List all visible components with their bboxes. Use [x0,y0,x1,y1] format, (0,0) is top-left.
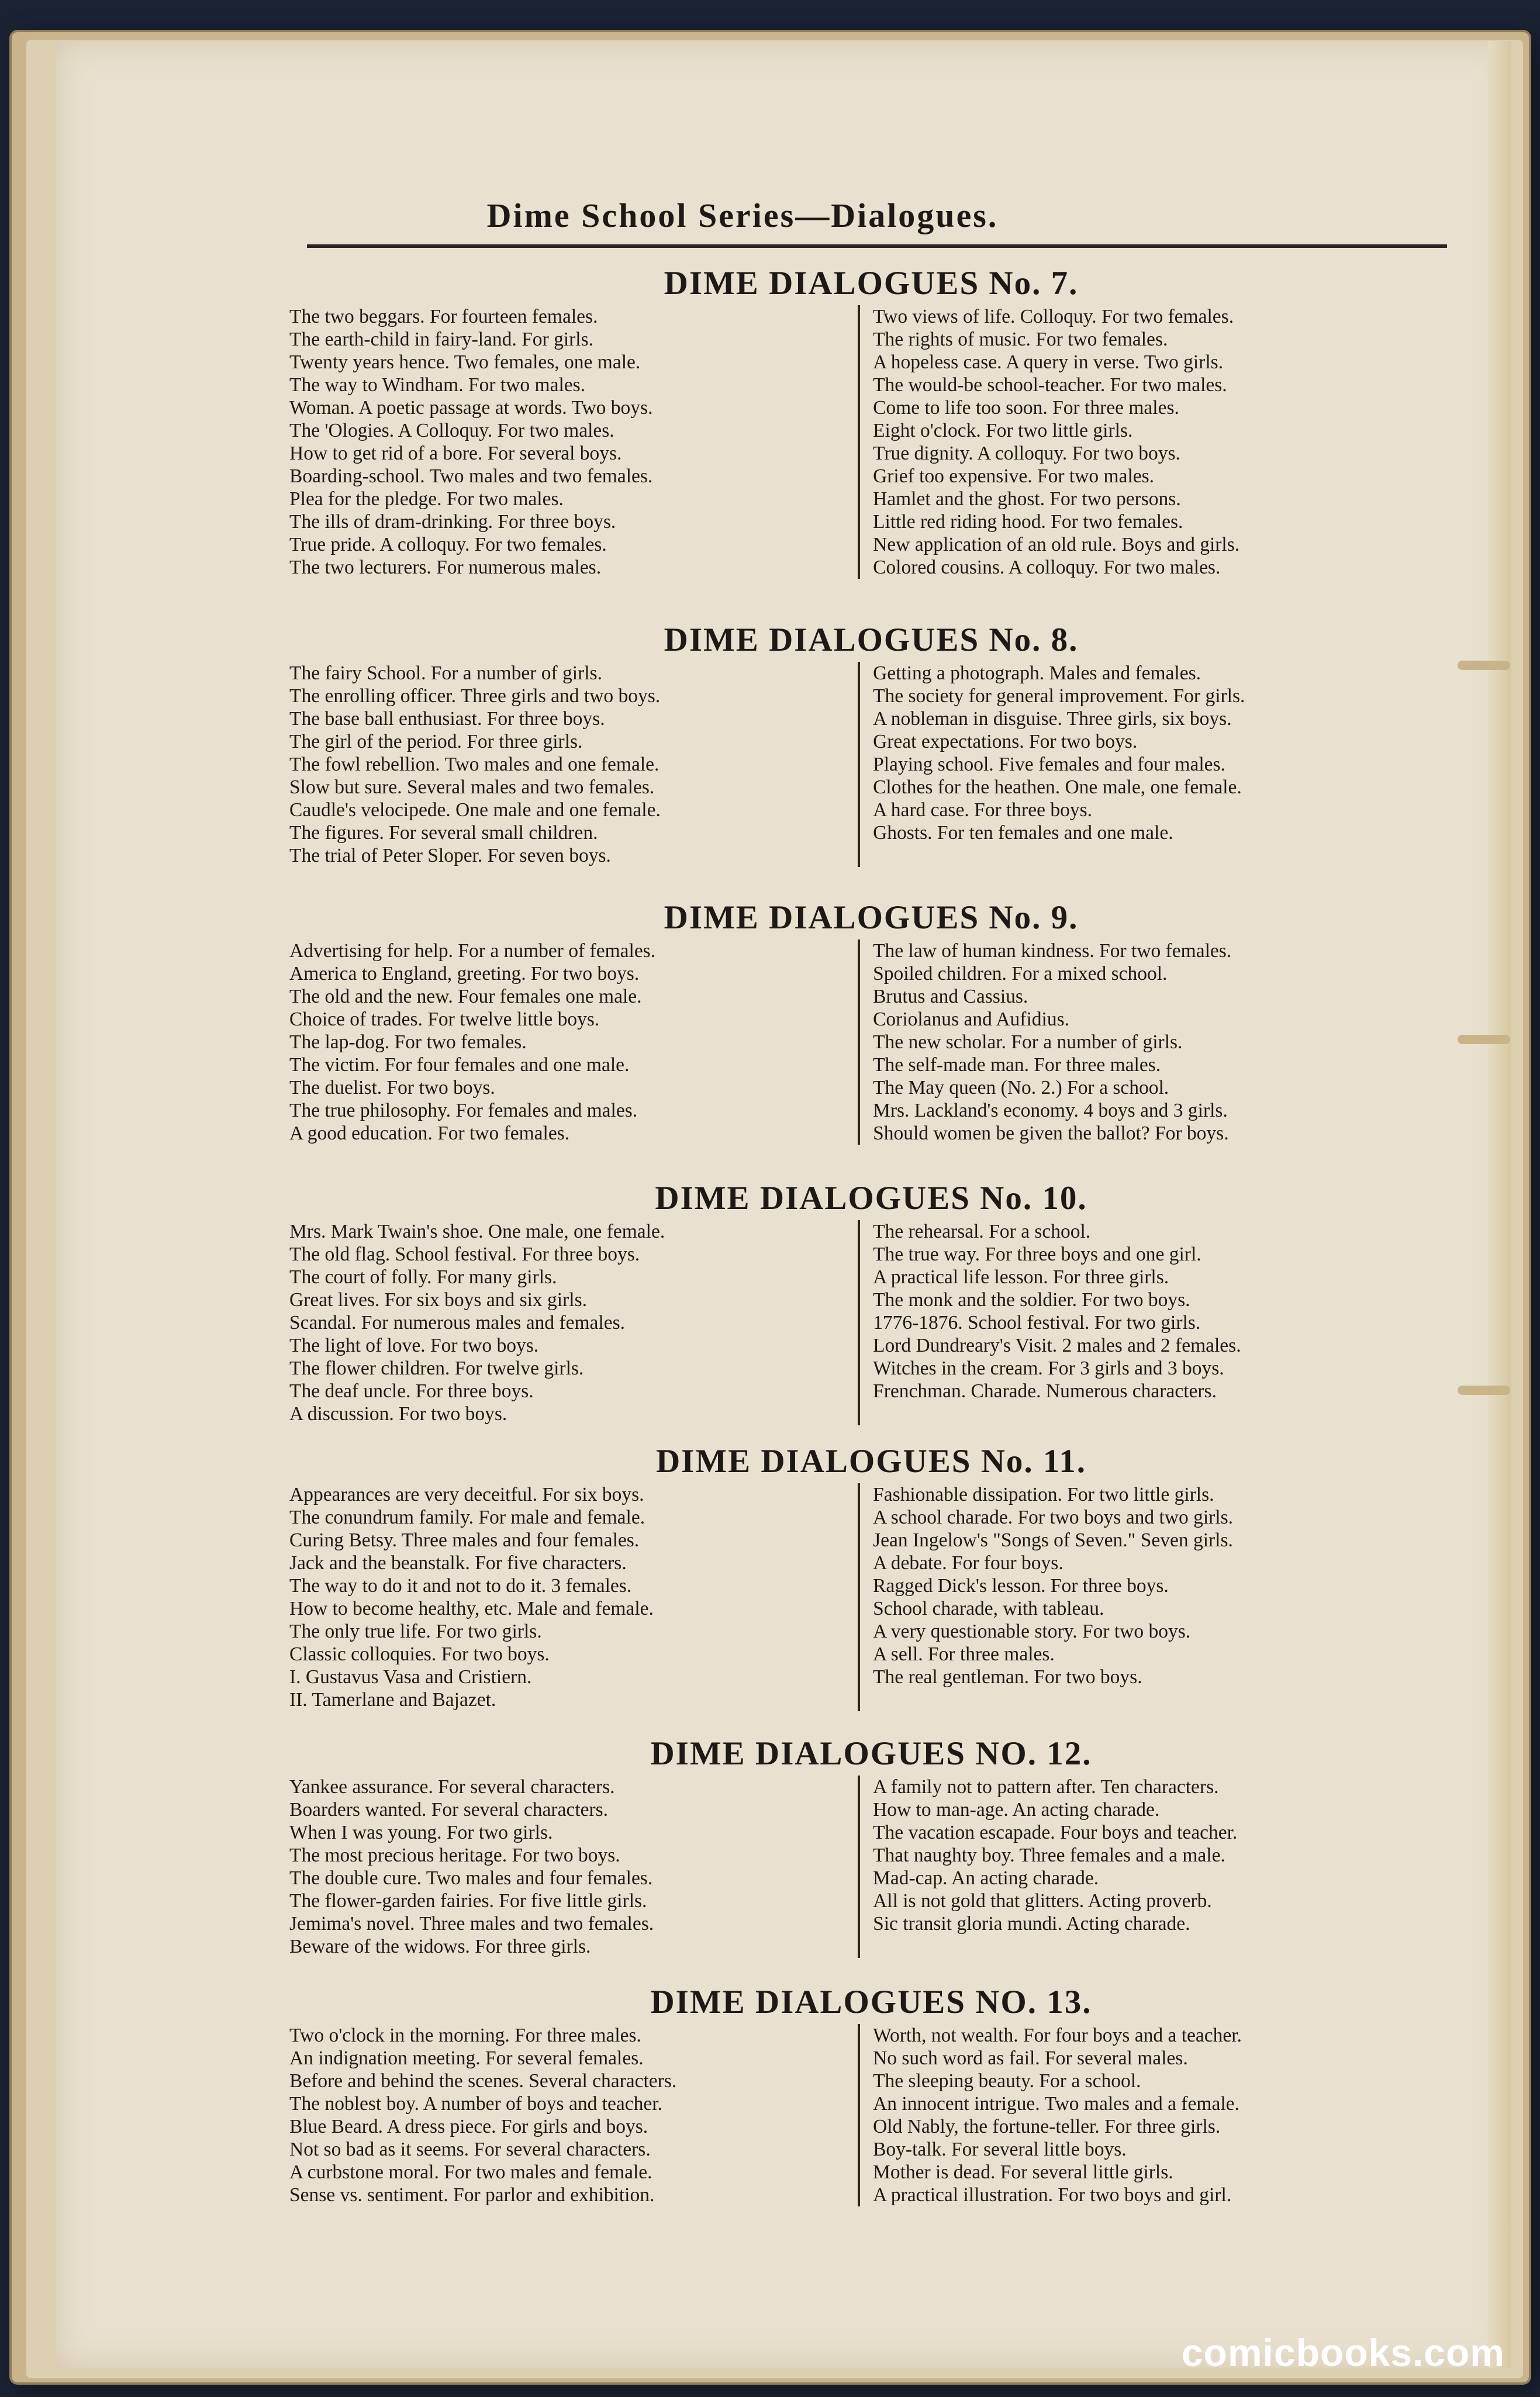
dialogue-entry: The fowl rebellion. Two males and one female. [289,754,659,775]
dialogue-entry: The court of folly. For many girls. [289,1266,557,1288]
dialogue-section [289,1178,1453,1425]
right-column [858,940,1453,1145]
dialogue-entry: Boarders wanted. For several characters. [289,1799,609,1821]
dialogue-entry: Mrs. Mark Twain's shoe. One male, one female. [289,1221,665,1242]
section-columns [289,1776,1453,1958]
dialogue-entry: Appearances are very deceitful. For six boys. [289,1484,644,1505]
dialogue-entry: The would-be school-teacher. For two males. [873,374,1227,396]
dialogue-entry: The enrolling officer. Three girls and two boys. [289,685,661,707]
dialogue-entry: Jean Ingelow's "Songs of Seven." Seven girls. [873,1529,1233,1551]
left-column [289,2024,858,2206]
right-column [858,662,1453,867]
dialogue-entry: Two o'clock in the morning. For three males. [289,2025,641,2046]
dialogue-entry: The monk and the soldier. For two boys. [873,1289,1190,1311]
dialogue-entry: Colored cousins. A colloquy. For two males. [873,557,1221,578]
dialogue-entry: A school charade. For two boys and two girls. [873,1507,1234,1528]
dialogue-entry: Spoiled children. For a mixed school. [873,963,1168,985]
dialogue-entry: The way to do it and not to do it. 3 females. [289,1575,632,1597]
dialogue-entry: A sell. For three males. [873,1643,1055,1665]
dialogue-entry: Advertising for help. For a number of females. [289,940,656,962]
dialogue-entry: The only true life. For two girls. [289,1621,542,1642]
dialogue-entry: Not so bad as it seems. For several characters. [289,2139,651,2160]
section-columns [289,1220,1453,1425]
left-column [289,1483,858,1711]
dialogue-entry: How to get rid of a bore. For several boys. [289,443,622,464]
right-column [858,2024,1453,2206]
dialogue-entry: Plea for the pledge. For two males. [289,488,564,510]
watermark: comicbooks.com [1181,2331,1505,2374]
dialogue-entry: Jack and the beanstalk. For five characters. [289,1552,627,1574]
dialogue-entry: That naughty boy. Three females and a male. [873,1845,1225,1866]
binding-edge [1488,41,1511,2368]
dialogue-entry: The 'Ologies. A Colloquy. For two males. [289,420,614,441]
dialogue-entry: The way to Windham. For two males. [289,374,586,396]
left-column [289,662,858,867]
dialogue-entry: A curbstone moral. For two males and female. [289,2161,652,2183]
dialogue-entry: Beware of the widows. For three girls. [289,1936,591,1957]
dialogue-entry: The law of human kindness. For two females. [873,940,1232,962]
dialogue-entry: The most precious heritage. For two boys. [289,1845,620,1866]
running-head: Dime School Series—Dialogues. [486,196,999,234]
dialogue-entry: A very questionable story. For two boys. [873,1621,1191,1642]
dialogue-entry: The trial of Peter Sloper. For seven boys. [289,845,611,866]
right-column [858,1483,1453,1711]
dialogue-entry: How to man-age. An acting charade. [873,1799,1160,1821]
dialogue-entry: The duelist. For two boys. [289,1077,495,1099]
dialogue-entry: Getting a photograph. Males and females. [873,662,1201,684]
dialogue-entry: The girl of the period. For three girls. [289,731,583,752]
dialogue-entry: A discussion. For two boys. [289,1403,507,1425]
dialogue-entry: School charade, with tableau. [873,1598,1104,1619]
right-column [858,1776,1453,1958]
section-title: DIME DIALOGUES NO. 13. [650,1984,1092,2020]
dialogue-section [289,620,1453,867]
dialogue-entry: Clothes for the heathen. One male, one female. [873,776,1242,798]
dialogue-entry: The earth-child in fairy-land. For girls. [289,329,594,350]
section-columns [289,2024,1453,2206]
dialogue-entry: The light of love. For two boys. [289,1335,539,1356]
left-column [289,940,858,1145]
dialogue-entry: All is not gold that glitters. Acting proverb. [873,1890,1212,1912]
left-column [289,1776,858,1958]
dialogue-entry: A nobleman in disguise. Three girls, six boys. [873,708,1232,730]
dialogue-entry: Ghosts. For ten females and one male. [873,822,1173,844]
dialogue-entry: Sic transit gloria mundi. Acting charade. [873,1913,1190,1935]
dialogue-entry: The vacation escapade. Four boys and teacher. [873,1822,1238,1843]
dialogue-entry: Frenchman. Charade. Numerous characters. [873,1380,1217,1402]
dialogue-entry: Slow but sure. Several males and two females. [289,776,655,798]
dialogue-entry: Witches in the cream. For 3 girls and 3 boys. [873,1358,1224,1379]
dialogue-entry: Boarding-school. Two males and two females. [289,465,653,487]
dialogue-entry: The double cure. Two males and four females. [289,1867,653,1889]
dialogue-entry: The base ball enthusiast. For three boys. [289,708,605,730]
dialogue-entry: Come to life too soon. For three males. [873,397,1179,419]
dialogue-entry: The fairy School. For a number of girls. [289,662,602,684]
dialogue-entry: II. Tamerlane and Bajazet. [289,1689,496,1711]
dialogue-entry: New application of an old rule. Boys and girls. [873,534,1240,555]
dialogue-entry: A practical illustration. For two boys and girl. [873,2184,1232,2206]
dialogue-entry: Great expectations. For two boys. [873,731,1138,752]
dialogue-entry: Lord Dundreary's Visit. 2 males and 2 females. [873,1335,1241,1356]
header-rule [307,244,1447,248]
dialogue-entry: A family not to pattern after. Ten characters. [873,1776,1219,1798]
dialogue-entry: The true philosophy. For females and males. [289,1100,638,1121]
section-columns [289,940,1453,1145]
dialogue-entry: True dignity. A colloquy. For two boys. [873,443,1180,464]
section-title: DIME DIALOGUES No. 7. [664,265,1079,302]
dialogue-entry: The rehearsal. For a school. [873,1221,1091,1242]
catalog-page [56,41,1511,2368]
dialogue-section [289,1982,1453,2206]
dialogue-entry: The society for general improvement. For girls. [873,685,1245,707]
dialogue-entry: Yankee assurance. For several characters. [289,1776,615,1798]
section-columns [289,305,1453,579]
dialogue-entry: The figures. For several small children. [289,822,598,844]
dialogue-entry: True pride. A colloquy. For two females. [289,534,607,555]
dialogue-entry: Woman. A poetic passage at words. Two boys. [289,397,653,419]
dialogue-entry: The victim. For four females and one male. [289,1054,630,1076]
dialogue-entry: The rights of music. For two females. [873,329,1168,350]
section-title: DIME DIALOGUES No. 8. [664,621,1079,658]
dialogue-entry: Sense vs. sentiment. For parlor and exhibition. [289,2184,655,2206]
section-title: DIME DIALOGUES No. 10. [655,1180,1087,1217]
dialogue-entry: An innocent intrigue. Two males and a female. [873,2093,1239,2115]
dialogue-entry: Mrs. Lackland's economy. 4 boys and 3 girls. [873,1100,1228,1121]
section-title: DIME DIALOGUES NO. 12. [650,1735,1092,1772]
dialogue-entry: The ills of dram-drinking. For three boys. [289,511,616,533]
binding-string [1458,1035,1510,1044]
dialogue-entry: The May queen (No. 2.) For a school. [873,1077,1169,1099]
dialogue-entry: Hamlet and the ghost. For two persons. [873,488,1181,510]
dialogue-entry: 1776-1876. School festival. For two girls. [873,1312,1201,1334]
left-column [289,1220,858,1425]
dialogue-entry: Brutus and Cassius. [873,986,1028,1007]
dialogue-entry: A hard case. For three boys. [873,799,1092,821]
dialogue-entry: Before and behind the scenes. Several characters. [289,2070,677,2092]
dialogue-entry: The new scholar. For a number of girls. [873,1031,1183,1053]
dialogue-entry: Should women be given the ballot? For boys. [873,1122,1229,1144]
dialogue-entry: An indignation meeting. For several females. [289,2047,644,2069]
dialogue-section [289,1733,1453,1958]
dialogue-entry: Choice of trades. For twelve little boys. [289,1008,600,1030]
dialogue-entry: The flower children. For twelve girls. [289,1358,584,1379]
dialogue-entry: Classic colloquies. For two boys. [289,1643,550,1665]
dialogue-entry: A debate. For four boys. [873,1552,1064,1574]
dialogue-entry: Jemima's novel. Three males and two females. [289,1913,654,1935]
dialogue-entry: The deaf uncle. For three boys. [289,1380,534,1402]
binding-string [1458,661,1510,670]
dialogue-section [289,897,1453,1145]
dialogue-entry: A practical life lesson. For three girls. [873,1266,1169,1288]
dialogue-entry: The flower-garden fairies. For five little girls. [289,1890,647,1912]
dialogue-entry: Playing school. Five females and four males. [873,754,1225,775]
dialogue-entry: Fashionable dissipation. For two little girls. [873,1484,1214,1505]
dialogue-entry: How to become healthy, etc. Male and female. [289,1598,654,1619]
dialogue-entry: Blue Beard. A dress piece. For girls and boys. [289,2116,648,2137]
dialogue-entry: Great lives. For six boys and six girls. [289,1289,587,1311]
dialogue-entry: A good education. For two females. [289,1122,570,1144]
dialogue-entry: Eight o'clock. For two little girls. [873,420,1133,441]
dialogue-entry: Grief too expensive. For two males. [873,465,1155,487]
section-columns [289,662,1453,867]
right-column [858,305,1453,579]
dialogue-entry: Caudle's velocipede. One male and one female. [289,799,661,821]
dialogue-entry: A hopeless case. A query in verse. Two girls. [873,351,1224,373]
dialogue-entry: The lap-dog. For two females. [289,1031,527,1053]
dialogue-entry: The old and the new. Four females one male. [289,986,642,1007]
left-column [289,305,858,579]
dialogue-entry: Mad-cap. An acting charade. [873,1867,1099,1889]
dialogue-entry: Coriolanus and Aufidius. [873,1008,1069,1030]
dialogue-entry: No such word as fail. For several males. [873,2047,1188,2069]
dialogue-entry: The old flag. School festival. For three boys. [289,1244,640,1265]
dialogue-entry: Scandal. For numerous males and females. [289,1312,625,1334]
dialogue-entry: When I was young. For two girls. [289,1822,553,1843]
dialogue-entry: Ragged Dick's lesson. For three boys. [873,1575,1169,1597]
dialogue-entry: I. Gustavus Vasa and Cristiern. [289,1666,532,1688]
dialogue-entry: America to England, greeting. For two boys. [289,963,640,985]
dialogue-entry: The noblest boy. A number of boys and teacher. [289,2093,662,2115]
dialogue-entry: Boy-talk. For several little boys. [873,2139,1127,2160]
dialogue-entry: The real gentleman. For two boys. [873,1666,1142,1688]
right-column [858,1220,1453,1425]
dialogue-entry: The self-made man. For three males. [873,1054,1161,1076]
dialogue-entry: The two lecturers. For numerous males. [289,557,602,578]
dialogue-entry: The conundrum family. For male and female. [289,1507,645,1528]
dialogue-entry: The sleeping beauty. For a school. [873,2070,1141,2092]
section-title: DIME DIALOGUES No. 9. [664,899,1079,936]
dialogue-entry: The true way. For three boys and one girl. [873,1244,1201,1265]
dialogue-entry: The two beggars. For fourteen females. [289,306,598,327]
binding-string [1458,1386,1510,1395]
dialogue-entry: Two views of life. Colloquy. For two females. [873,306,1234,327]
dialogue-entry: Mother is dead. For several little girls. [873,2161,1173,2183]
dialogue-entry: Little red riding hood. For two females. [873,511,1183,533]
dialogue-section [289,263,1453,579]
dialogue-entry: Old Nably, the fortune-teller. For three girls. [873,2116,1221,2137]
dialogue-entry: Curing Betsy. Three males and four females. [289,1529,640,1551]
dialogue-entry: Twenty years hence. Two females, one male. [289,351,641,373]
section-columns [289,1483,1453,1711]
dialogue-entry: Worth, not wealth. For four boys and a teacher. [873,2025,1242,2046]
section-title: DIME DIALOGUES No. 11. [655,1443,1086,1480]
dialogue-section [289,1441,1453,1711]
